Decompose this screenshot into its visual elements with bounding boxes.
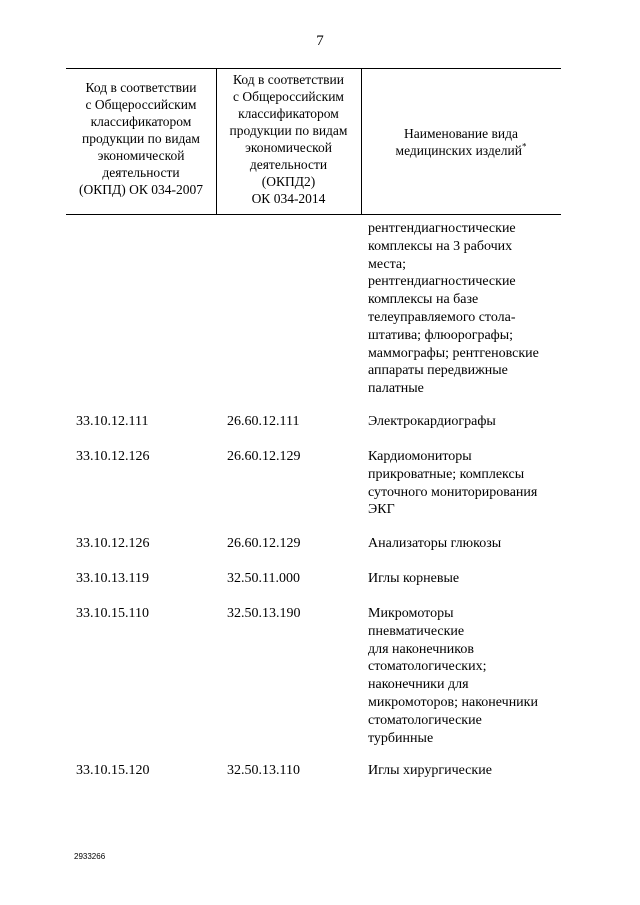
header-line: деятельности [102, 165, 180, 180]
page-number: 7 [316, 33, 324, 49]
row-okpd-code: 33.10.15.110 [76, 606, 149, 621]
header-line: Код в соответствии [85, 80, 197, 95]
name-line: места; [368, 256, 407, 272]
name-line: суточного мониторирования [368, 484, 538, 500]
name-line: турбинные [368, 730, 434, 746]
name-line: Микромоторы [368, 606, 454, 621]
row-device-name [368, 535, 501, 553]
document-id: 2933266 [74, 852, 106, 861]
row-device-name [368, 762, 492, 780]
name-line: пневматические [368, 623, 465, 639]
row-device-name [368, 413, 496, 431]
name-line: микромоторов; наконечники [368, 694, 538, 710]
name-line: стоматологических; [368, 659, 487, 675]
row-okpd2-code: 26.60.12.129 [227, 536, 301, 551]
name-line: ЭКГ [368, 502, 395, 518]
header-text: медицинских изделий [395, 143, 522, 158]
name-line: Иглы корневые [368, 571, 460, 586]
header-line: с Общероссийским [233, 89, 344, 104]
name-line: прикроватные; комплексы [368, 466, 525, 482]
row-okpd-code: 33.10.15.120 [76, 763, 150, 778]
name-line: рентгендиагностические [368, 221, 516, 236]
header-line: Код в соответствии [233, 72, 344, 87]
header-line: классификатором [238, 106, 339, 121]
row-okpd-code: 33.10.12.126 [76, 536, 150, 551]
name-line: наконечники для [368, 677, 469, 693]
row-okpd2-code: 26.60.12.129 [227, 449, 301, 464]
header-okpd [66, 79, 216, 198]
name-line: штатива; флюорографы; [368, 327, 514, 343]
header-line: экономической [97, 148, 185, 163]
row-device-name [368, 605, 538, 747]
header-line: деятельности [249, 157, 328, 172]
name-line: Кардиомониторы [368, 449, 472, 464]
header-line: продукции по видам [229, 123, 348, 138]
row-okpd2-code: 32.50.11.000 [227, 571, 300, 586]
header-line: (ОКПД2) [261, 174, 316, 189]
header-line [361, 142, 561, 159]
header-line: с Общероссийским [85, 97, 197, 112]
header-device-name [361, 125, 561, 159]
name-line: комплексы на базе [368, 292, 479, 308]
header-line: классификатором [90, 114, 192, 129]
name-line: палатные [368, 381, 424, 397]
name-line: рентгендиагностические [368, 274, 516, 290]
row-okpd2-code: 26.60.12.111 [227, 414, 300, 429]
header-line: ОК 034-2014 [251, 191, 326, 206]
header-okpd2 [216, 71, 361, 207]
name-line: маммографы; рентгеновские [368, 345, 539, 361]
row-okpd-code: 33.10.12.111 [76, 414, 149, 429]
name-line: Электрокардиографы [368, 414, 496, 429]
continuation-name [368, 220, 539, 398]
row-device-name [368, 570, 459, 588]
header-line: экономической [245, 140, 332, 155]
table-header [66, 68, 561, 215]
footnote-marker: * [521, 141, 527, 152]
header-line: продукции по видам [82, 131, 200, 146]
row-okpd-code: 33.10.12.126 [76, 449, 150, 464]
row-okpd2-code: 32.50.13.190 [227, 606, 301, 621]
name-line: аппараты передвижные [368, 363, 508, 379]
name-line: Анализаторы глюкозы [368, 536, 502, 551]
row-okpd2-code: 32.50.13.110 [227, 763, 300, 778]
header-line: Наименование вида [404, 126, 518, 141]
header-line: (ОКПД) ОК 034-2007 [79, 182, 203, 197]
name-line: Иглы хирургические [368, 763, 492, 778]
name-line: комплексы на 3 рабочих [368, 238, 513, 254]
name-line: для наконечников [368, 641, 474, 657]
row-okpd-code: 33.10.13.119 [76, 571, 149, 586]
name-line: стоматологические [368, 712, 482, 728]
row-device-name [368, 448, 537, 519]
name-line: телеуправляемого стола- [368, 309, 516, 325]
